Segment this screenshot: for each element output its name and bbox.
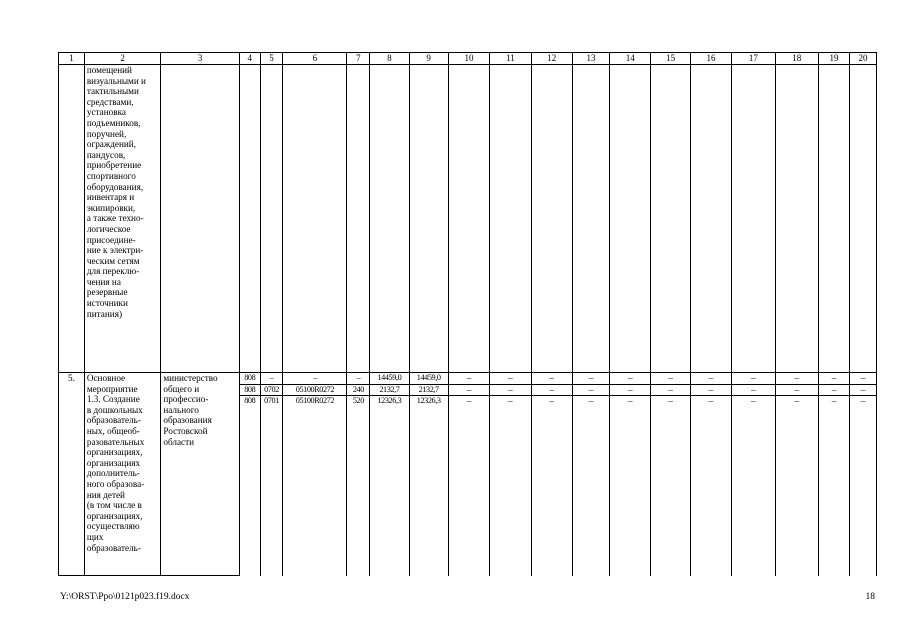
table-cell: – (448, 373, 489, 385)
column-header: 18 (775, 53, 818, 65)
table-cell: – (690, 384, 731, 396)
table-cell: – (448, 396, 489, 576)
table-cell: 2132,7 (409, 384, 448, 396)
table-cell: 808 (239, 373, 260, 385)
table-cell: – (531, 384, 572, 396)
table-cell: 240 (347, 384, 370, 396)
table-cell: – (775, 396, 818, 576)
table-cell: – (610, 373, 651, 385)
table-cell: 05100R0272 (283, 384, 347, 396)
column-header: 12 (531, 53, 572, 65)
table-cell: 14459,0 (370, 373, 409, 385)
table-cell: – (732, 373, 775, 385)
column-header: 11 (490, 53, 531, 65)
column-header: 13 (572, 53, 609, 65)
table-cell: 05100R0272 (283, 396, 347, 576)
budget-table (58, 52, 877, 576)
table-cell: – (347, 373, 370, 385)
table-cell: – (651, 396, 690, 576)
table-cell: – (732, 396, 775, 576)
table-cell: 12326,3 (409, 396, 448, 576)
item-executor: министерство общего и профессио- нального образования Ростовской области (161, 373, 240, 576)
table-cell: – (818, 396, 849, 576)
column-header: 15 (651, 53, 690, 65)
table-cell: – (775, 373, 818, 385)
table-cell: – (572, 384, 609, 396)
table-cell: – (651, 373, 690, 385)
table-cell: – (572, 396, 609, 576)
column-header: 8 (370, 53, 409, 65)
column-header: 1 (59, 53, 85, 65)
column-header: 19 (818, 53, 849, 65)
table-cell: – (850, 384, 877, 396)
column-header: 4 (239, 53, 260, 65)
header-row (59, 53, 877, 65)
table-cell: 808 (239, 396, 260, 576)
table-cell: – (448, 384, 489, 396)
table-row (59, 373, 877, 385)
table-cell: – (690, 373, 731, 385)
continuation-row (59, 65, 877, 373)
table-cell: – (732, 384, 775, 396)
table-cell: – (283, 373, 347, 385)
column-header: 2 (84, 53, 161, 65)
table-cell: – (610, 396, 651, 576)
table-cell: – (490, 373, 531, 385)
table-cell: – (850, 396, 877, 576)
table-cell: 520 (347, 396, 370, 576)
table-cell: – (610, 384, 651, 396)
table-cell: – (531, 373, 572, 385)
page-number: 18 (865, 592, 875, 602)
column-header: 6 (283, 53, 347, 65)
column-header: 7 (347, 53, 370, 65)
table-cell: – (818, 384, 849, 396)
table-cell: – (775, 384, 818, 396)
item-name: Основное мероприятие 1.3. Создание в дошкольных образователь- ных, общеоб- разовательных организациях, организациях дополнитель- ного образова- ния детей (в том числе в организациях, осуществляю щих образователь- (84, 373, 161, 576)
column-header: 17 (732, 53, 775, 65)
column-header: 10 (448, 53, 489, 65)
table-cell: – (690, 396, 731, 576)
table-cell: 14459,0 (409, 373, 448, 385)
table-cell: – (260, 373, 283, 385)
table-cell: 12326,3 (370, 396, 409, 576)
table-cell: – (531, 396, 572, 576)
table-cell: – (818, 373, 849, 385)
table-cell: 0702 (260, 384, 283, 396)
column-header: 3 (161, 53, 240, 65)
table-cell: 0701 (260, 396, 283, 576)
footer-file-path: Y:\ORST\Ppo\0121p023.f19.docx (60, 592, 190, 602)
table-cell: – (572, 373, 609, 385)
table-cell: – (651, 384, 690, 396)
column-header: 20 (850, 53, 877, 65)
table-cell: – (490, 384, 531, 396)
column-header: 16 (690, 53, 731, 65)
continuation-text: помещений визуальными и тактильными средствами, установка подъемников, поручней, ограждений, пандусов, приобретение спортивного оборудования, инвентаря и экипировки, а также техно- логическое присоедине- ние к электри- ческим сетям для переклю- чения на резервные источники питания) (84, 65, 161, 373)
column-header: 9 (409, 53, 448, 65)
item-number: 5. (59, 373, 85, 576)
column-header: 5 (260, 53, 283, 65)
table-cell: 808 (239, 384, 260, 396)
table-cell: – (850, 373, 877, 385)
table-cell: 2132,7 (370, 384, 409, 396)
table-cell: – (490, 396, 531, 576)
column-header: 14 (610, 53, 651, 65)
